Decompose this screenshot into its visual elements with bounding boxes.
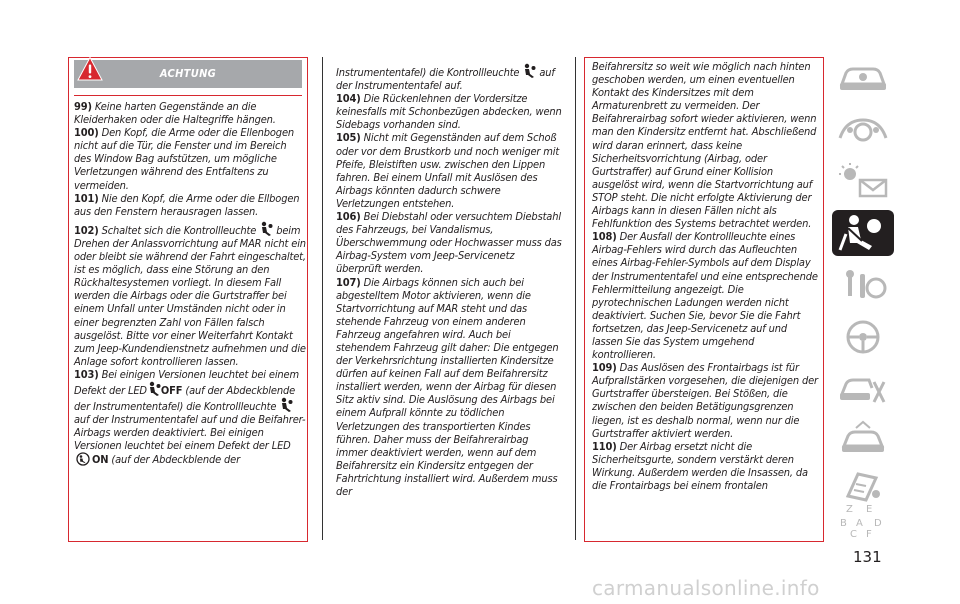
note-103: 103) Bei einigen Versionen leuchtet bei einem Defekt der LED OFF (auf der Abdeckblende der Instrumententafel) die Kontrollleuchte auf der Instrumententafel auf und die Beifahrer-Airbags werden deaktiviert. Bei einigen Versionen leuchtet bei einem Defekt der LEDON (auf der Abdeckblende der [74, 367, 306, 467]
passenger-airbag-on-icon [74, 452, 92, 466]
note-108: 108) Der Ausfall der Kontrollleuchte eines Airbag-Fehlers wird durch das Aufleuchten eines Airbag-Fehler-Symbols auf dem Display der Instrumententafel und eine entsprechende Fehlermitteilung angezeigt. Die pyrotechnischen Ladungen werden nicht deaktiviert. Suchen Sie, bevor Sie die Fahrt fortsetzen, das Jeep-Servicenetz auf und lassen Sie das System umgehend kontrollieren. [592, 230, 818, 362]
note-102: 102) Schaltet sich die Kontrollleuchte beim Drehen der Anlassvorrichtung auf MAR nicht ein oder bleibt sie während der Fahrt eingeschaltet, ist es möglich, dass eine Störung an den Rückhaltesystemen vorliegt. In diesem Fall werden die Airbags oder die Gurtstraffer bei einem Unfall unter Umständen nicht oder in einer begrenzten Zahl von Fällen falsch ausgelöst. Bitte vor einer Weiterfahrt Kontakt zum Jeep-Kundendienstnetz aufnehmen und die Anlage sofort kontrollieren lassen. [74, 221, 306, 368]
page-number: 131 [853, 548, 882, 566]
note-99: 99) Keine harten Gegenstände an die Kleiderhaken oder die Haltegriffe hängen. [74, 100, 276, 127]
light-envelope-icon[interactable] [836, 162, 890, 200]
svg-text:Z: Z [846, 504, 853, 515]
note-100: 100) Den Kopf, die Arme oder die Ellenbogen nicht auf die Tür, die Fenster und im Bereich des Window Bag aufstützen, um mögliche Verletzungen während des Entfaltens zu vermeiden. [74, 126, 295, 192]
passenger-airbag-warning-icon [522, 63, 536, 79]
note-109: 109) Das Auslösen des Frontairbags ist für Aufprallstärken vorgesehen, die diejenigen der Gurtstraffer übersteigen. Bei Stößen, die zwischen den beiden Betätigungsgrenzen liegen, ist es deshalb normal, wenn nur die Gurtstraffer aktiviert werden. [592, 361, 818, 440]
note-107-continued: Beifahrersitz so weit wie möglich nach hinten geschoben werden, um einen eventuellen Kontakt des Kindersitzes mit dem Armaturenbrett zu vermeiden. Der Beifahrerairbag sofort wieder aktivieren, wenn man den Kindersitz entfernt hat. Abschließend wird daran erinnert, dass keine Sicherheitsvorrichtung (Airbag, oder Gurtstraffer) auf Grund einer Kollision ausgelöst wird, wenn die Startvorrichtung auf STOP steht. Die nicht erfolgte Aktivierung der Airbags kann in diesen Fällen nicht als Fehlfunktion des Systems betrachtet werden. [592, 60, 817, 231]
svg-text:B: B [840, 518, 847, 529]
note-103-continued: Instrumententafel) die Kontrollleuchte auf der Instrumententafel auf. [336, 63, 562, 92]
svg-text:D: D [874, 518, 882, 529]
warning-header [74, 60, 302, 88]
text-column-1 [74, 100, 306, 467]
svg-text:A: A [856, 518, 863, 529]
passenger-airbag-warning-icon [279, 397, 293, 413]
passenger-airbag-warning-icon [259, 221, 273, 237]
steering-icon[interactable] [836, 318, 890, 356]
key-wrench-icon[interactable] [836, 266, 890, 304]
note-101: 101) Nie den Kopf, die Arme oder die Ellbogen aus den Fenstern herausragen lassen. [74, 191, 300, 218]
steering-wheel-icon[interactable] [836, 108, 890, 146]
note-107: 107) Die Airbags können sich auch bei abgestelltem Motor aktivieren, wenn die Startvorrichtung auf MAR steht und das stehende Fahrzeug von einem anderen Fahrzeug angefahren wird. Auch bei stehendem Fahrzeug gilt daher: Die entgegen der Verkehrsrichtung installierten Kindersitze dürfen auf keinen Fall auf dem Beifahrersitz installiert werden, wenn der Airbag für diesen Sitz aktiv sind. Die Auslösung des Airbags bei einem Aufprall könnte zu tödlichen Verletzungen des transportierten Kindes führen. Daher muss der Beifahrerairbag immer deaktiviert werden, wenn auf dem Beifahrersitz ein Kindersitz entgegen der Fahrtrichtung installiert wird. Außerdem muss der [336, 275, 559, 498]
column-divider [575, 57, 576, 540]
note-110: 110) Der Airbag ersetzt nicht die Sicherheitsgurte, sondern verstärkt deren Wirkung. Außerdem werden die Insassen, da die Frontairbags bei einem frontalen [592, 439, 808, 492]
note-106: 106) Bei Diebstahl oder versuchtem Diebstahl des Fahrzeugs, bei Vandalismus, Überschwemmung oder Hochwasser muss das Airbag-System vom Jeep-Servicenetz überprüft werden. [336, 210, 562, 276]
svg-text:E: E [866, 504, 873, 515]
note-icon[interactable] [836, 466, 890, 504]
car-data-icon[interactable] [836, 420, 890, 458]
warning-header-rule [74, 95, 302, 96]
watermark: carmanualsonline.info [592, 576, 820, 600]
airbag-seatbelt-icon [832, 210, 894, 256]
car-tools-icon[interactable] [836, 370, 890, 408]
warning-title: ACHTUNG [159, 67, 217, 80]
note-105: 105) Nicht mit Gegenständen auf dem Schoß oder vor dem Brustkorb und noch weniger mit Pfeife, Bleistiften usw. zwischen den Lippen fahren. Bei einem Unfall mit Auslösen des Airbags könnten dadurch schwere Verletzungen entstehen. [336, 131, 560, 210]
text-column-2 [336, 63, 562, 498]
svg-text:C: C [850, 529, 857, 538]
car-info-icon[interactable] [836, 58, 890, 96]
index-letters-icon[interactable] [836, 500, 890, 538]
column-divider [322, 57, 323, 540]
passenger-airbag-off-icon [147, 381, 161, 397]
text-column-3 [592, 60, 820, 492]
sidebar-item-airbag-active[interactable] [832, 210, 894, 256]
svg-text:F: F [866, 529, 872, 538]
note-104: 104) Die Rückenlehnen der Vordersitze keinesfalls mit Schonbezügen abdecken, wenn Sidebags vorhanden sind. [336, 92, 562, 132]
